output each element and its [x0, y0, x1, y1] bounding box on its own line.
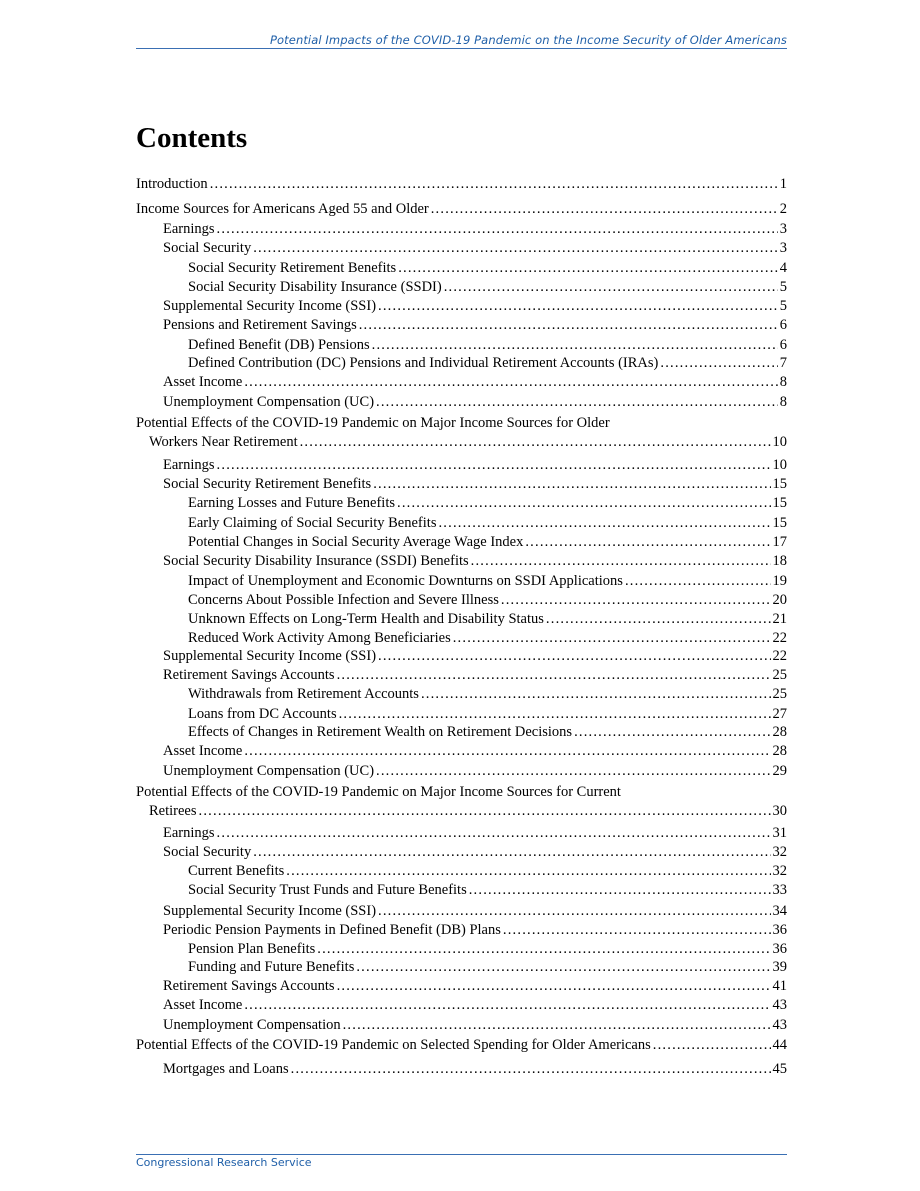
dot-leader — [660, 353, 777, 373]
toc-entry-label: Unemployment Compensation (UC) — [163, 394, 375, 410]
toc-entry-level2[interactable] — [136, 392, 787, 412]
toc-entry-label: Reduced Work Activity Among Beneficiaries — [188, 630, 451, 646]
toc-page-number: 17 — [772, 534, 787, 550]
toc-entry-label: Unemployment Compensation (UC) — [163, 763, 375, 779]
toc-entry-label: Unknown Effects on Long-Term Health and Disability Status — [188, 611, 544, 627]
dot-leader — [453, 628, 771, 648]
toc-entry-level3[interactable] — [136, 493, 787, 513]
toc-entry-level2[interactable] — [136, 219, 787, 239]
toc-entry-level3[interactable] — [136, 258, 787, 278]
dot-leader — [253, 238, 778, 258]
toc-page-number: 44 — [772, 1037, 787, 1053]
toc-entry-label: Early Claiming of Social Security Benefits — [188, 515, 437, 531]
dot-leader — [217, 219, 778, 239]
toc-entry-level2[interactable] — [136, 1015, 787, 1035]
toc-page-number: 43 — [772, 997, 787, 1013]
toc-entry-level2[interactable] — [136, 296, 787, 316]
toc-entry-level2[interactable] — [136, 455, 787, 475]
toc-entry-level2[interactable] — [136, 920, 787, 940]
running-header-title: Potential Impacts of the COVID-19 Pandemic on the Income Security of Older Americans — [269, 33, 787, 47]
toc-page-number: 25 — [772, 667, 787, 683]
toc-page-number: 33 — [772, 882, 787, 898]
toc-page-number: 36 — [772, 941, 787, 957]
dot-leader — [286, 861, 770, 881]
toc-page-number: 34 — [772, 903, 787, 919]
toc-entry-level3[interactable] — [136, 532, 787, 552]
toc-page-number: 29 — [772, 763, 787, 779]
toc-entry-level3[interactable] — [136, 880, 787, 900]
toc-entry-level3[interactable] — [136, 353, 787, 373]
dot-leader — [501, 590, 771, 610]
toc-entry-label: Social Security Retirement Benefits — [188, 260, 397, 276]
dot-leader — [471, 551, 771, 571]
toc-entry-label: Defined Contribution (DC) Pensions and Individual Retirement Accounts (IRAs) — [188, 355, 659, 371]
dot-leader — [398, 258, 778, 278]
dot-leader — [378, 646, 770, 666]
toc-page-number: 36 — [772, 922, 787, 938]
toc-page-number: 22 — [772, 648, 787, 664]
toc-page-number: 5 — [779, 298, 787, 314]
toc-entry-level2[interactable] — [136, 372, 787, 392]
toc-entry-level1[interactable] — [136, 801, 787, 821]
toc-page-number: 7 — [779, 355, 787, 371]
toc-entry-label: Social Security — [163, 240, 252, 256]
toc-entry-level3[interactable] — [136, 571, 787, 591]
toc-entry-level1[interactable] — [136, 1035, 787, 1055]
toc-entry-level2[interactable] — [136, 761, 787, 781]
toc-entry-label: Supplemental Security Income (SSI) — [163, 298, 377, 314]
toc-entry-level1[interactable] — [136, 174, 787, 194]
toc-entry-level3[interactable] — [136, 628, 787, 648]
toc-page-number: 10 — [772, 434, 787, 450]
toc-page-number: 21 — [772, 611, 787, 627]
footer-publisher: Congressional Research Service — [136, 1156, 312, 1169]
dot-leader — [397, 493, 771, 513]
toc-page-number: 32 — [772, 844, 787, 860]
dot-leader — [378, 296, 778, 316]
toc-entry-label: Earnings — [163, 457, 215, 473]
toc-page-number: 3 — [779, 221, 787, 237]
toc-entry-label: Retirement Savings Accounts — [163, 978, 335, 994]
toc-page-number: 39 — [772, 959, 787, 975]
toc-entry-level2[interactable] — [136, 474, 787, 494]
toc-entry-label: Retirement Savings Accounts — [163, 667, 335, 683]
dot-leader — [244, 372, 777, 392]
toc-entry-level2[interactable] — [136, 238, 787, 258]
toc-entry-label: Social Security Trust Funds and Future Benefits — [188, 882, 467, 898]
toc-page-number: 45 — [772, 1061, 787, 1077]
toc-entry-label: Withdrawals from Retirement Accounts — [188, 686, 419, 702]
toc-page-number: 5 — [779, 279, 787, 295]
toc-entry-level3[interactable] — [136, 513, 787, 533]
toc-entry-label: Defined Benefit (DB) Pensions — [188, 337, 370, 353]
toc-page-number: 32 — [772, 863, 787, 879]
header-rule — [136, 48, 787, 49]
dot-leader — [469, 880, 771, 900]
toc-entry-label: Current Benefits — [188, 863, 285, 879]
toc-entry-label: Social Security Retirement Benefits — [163, 476, 372, 492]
toc-entry-label: Workers Near Retirement — [149, 434, 298, 450]
dot-leader — [253, 842, 770, 862]
toc-entry-label: Pension Plan Benefits — [188, 941, 316, 957]
toc-entry-label: Social Security Disability Insurance (SSDI) — [188, 279, 442, 295]
toc-entry-level3[interactable] — [136, 722, 787, 742]
dot-leader — [376, 392, 778, 412]
toc-page-number: 28 — [772, 724, 787, 740]
toc-entry-label: Earnings — [163, 825, 215, 841]
dot-leader — [438, 513, 770, 533]
toc-entry-level2[interactable] — [136, 741, 787, 761]
toc-entry-level2[interactable] — [136, 823, 787, 843]
toc-page-number: 1 — [779, 176, 787, 192]
toc-entry-line1[interactable]: Potential Effects of the COVID-19 Pandemic on Major Income Sources for Older — [136, 415, 610, 431]
toc-entry-level2[interactable] — [136, 995, 787, 1015]
toc-entry-level3[interactable] — [136, 335, 787, 355]
toc-page-number: 43 — [772, 1017, 787, 1033]
dot-leader — [343, 1015, 771, 1035]
dot-leader — [546, 609, 771, 629]
toc-entry-label: Funding and Future Benefits — [188, 959, 355, 975]
toc-entry-label: Pensions and Retirement Savings — [163, 317, 357, 333]
toc-page-number: 31 — [772, 825, 787, 841]
toc-page-number: 15 — [772, 495, 787, 511]
toc-entry-label: Mortgages and Loans — [163, 1061, 289, 1077]
toc-entry-level3[interactable] — [136, 861, 787, 881]
toc-entry-label: Supplemental Security Income (SSI) — [163, 648, 377, 664]
toc-entry-label: Earnings — [163, 221, 215, 237]
toc-page-number: 8 — [779, 394, 787, 410]
dot-leader — [653, 1035, 771, 1055]
toc-page-number: 3 — [779, 240, 787, 256]
toc-page-number: 18 — [772, 553, 787, 569]
toc-page-number: 27 — [772, 706, 787, 722]
dot-leader — [217, 455, 771, 475]
toc-page-number: 30 — [772, 803, 787, 819]
dot-leader — [525, 532, 770, 552]
dot-leader — [373, 474, 770, 494]
toc-entry-label: Earning Losses and Future Benefits — [188, 495, 395, 511]
toc-page-number: 19 — [772, 573, 787, 589]
toc-page-number: 28 — [772, 743, 787, 759]
toc-entry-level2[interactable] — [136, 646, 787, 666]
toc-entry-label: Effects of Changes in Retirement Wealth on Retirement Decisions — [188, 724, 573, 740]
dot-leader — [339, 704, 771, 724]
toc-entry-label: Periodic Pension Payments in Defined Benefit (DB) Plans — [163, 922, 501, 938]
footer-rule — [136, 1154, 787, 1155]
toc-entry-level3[interactable] — [136, 590, 787, 610]
toc-entry-label: Social Security — [163, 844, 252, 860]
dot-leader — [372, 335, 778, 355]
toc-entry-level1[interactable] — [136, 432, 787, 452]
toc-entry-label: Unemployment Compensation — [163, 1017, 341, 1033]
toc-page-number: 10 — [772, 457, 787, 473]
toc-entry-level2[interactable] — [136, 842, 787, 862]
toc-entry-label: Asset Income — [163, 743, 243, 759]
toc-entry-level1[interactable] — [136, 199, 787, 219]
dot-leader — [244, 741, 770, 761]
toc-entry-label: Social Security Disability Insurance (SSDI) Benefits — [163, 553, 469, 569]
toc-entry-label: Potential Changes in Social Security Average Wage Index — [188, 534, 524, 550]
dot-leader — [337, 665, 771, 685]
dot-leader — [300, 432, 771, 452]
dot-leader — [378, 901, 770, 921]
dot-leader — [503, 920, 771, 940]
dot-leader — [359, 315, 778, 335]
toc-entry-label: Loans from DC Accounts — [188, 706, 337, 722]
dot-leader — [625, 571, 771, 591]
dot-leader — [574, 722, 770, 742]
toc-entry-level3[interactable] — [136, 957, 787, 977]
toc-entry-label: Retirees — [149, 803, 197, 819]
toc-entry-label: Impact of Unemployment and Economic Downturns on SSDI Applications — [188, 573, 623, 589]
toc-entry-level3[interactable] — [136, 704, 787, 724]
toc-entry-level2[interactable] — [136, 901, 787, 921]
dot-leader — [444, 277, 778, 297]
toc-entry-label: Introduction — [136, 176, 208, 192]
toc-page-number: 25 — [772, 686, 787, 702]
toc-entry-level3[interactable] — [136, 609, 787, 629]
page-title: Contents — [136, 122, 248, 154]
toc-entry-level3[interactable] — [136, 277, 787, 297]
toc-entry-level2[interactable] — [136, 551, 787, 571]
dot-leader — [291, 1059, 771, 1079]
toc-page-number: 15 — [772, 515, 787, 531]
toc-entry-line1[interactable]: Potential Effects of the COVID-19 Pandemic on Major Income Sources for Current — [136, 784, 621, 800]
dot-leader — [244, 995, 770, 1015]
dot-leader — [210, 174, 778, 194]
toc-entry-level3[interactable] — [136, 684, 787, 704]
dot-leader — [337, 976, 771, 996]
toc-page-number: 4 — [779, 260, 787, 276]
toc-entry-label: Concerns About Possible Infection and Severe Illness — [188, 592, 499, 608]
toc-entry-label: Income Sources for Americans Aged 55 and Older — [136, 201, 429, 217]
toc-page-number: 6 — [779, 317, 787, 333]
toc-entry-level2[interactable] — [136, 976, 787, 996]
dot-leader — [421, 684, 771, 704]
dot-leader — [317, 939, 770, 959]
toc-entry-label: Asset Income — [163, 997, 243, 1013]
dot-leader — [199, 801, 771, 821]
toc-entry-label: Asset Income — [163, 374, 243, 390]
dot-leader — [431, 199, 778, 219]
toc-page-number: 41 — [772, 978, 787, 994]
toc-page-number: 6 — [779, 337, 787, 353]
toc-page-number: 8 — [779, 374, 787, 390]
dot-leader — [376, 761, 770, 781]
toc-entry-label: Potential Effects of the COVID-19 Pandemic on Selected Spending for Older Americans — [136, 1037, 651, 1053]
toc-entry-level3[interactable] — [136, 939, 787, 959]
toc-page-number: 20 — [772, 592, 787, 608]
toc-page-number: 22 — [772, 630, 787, 646]
toc-page-number: 15 — [772, 476, 787, 492]
toc-entry-label: Supplemental Security Income (SSI) — [163, 903, 377, 919]
dot-leader — [356, 957, 770, 977]
toc-entry-level2[interactable] — [136, 1059, 787, 1079]
dot-leader — [217, 823, 771, 843]
toc-entry-level2[interactable] — [136, 665, 787, 685]
toc-entry-level2[interactable] — [136, 315, 787, 335]
toc-page-number: 2 — [779, 201, 787, 217]
